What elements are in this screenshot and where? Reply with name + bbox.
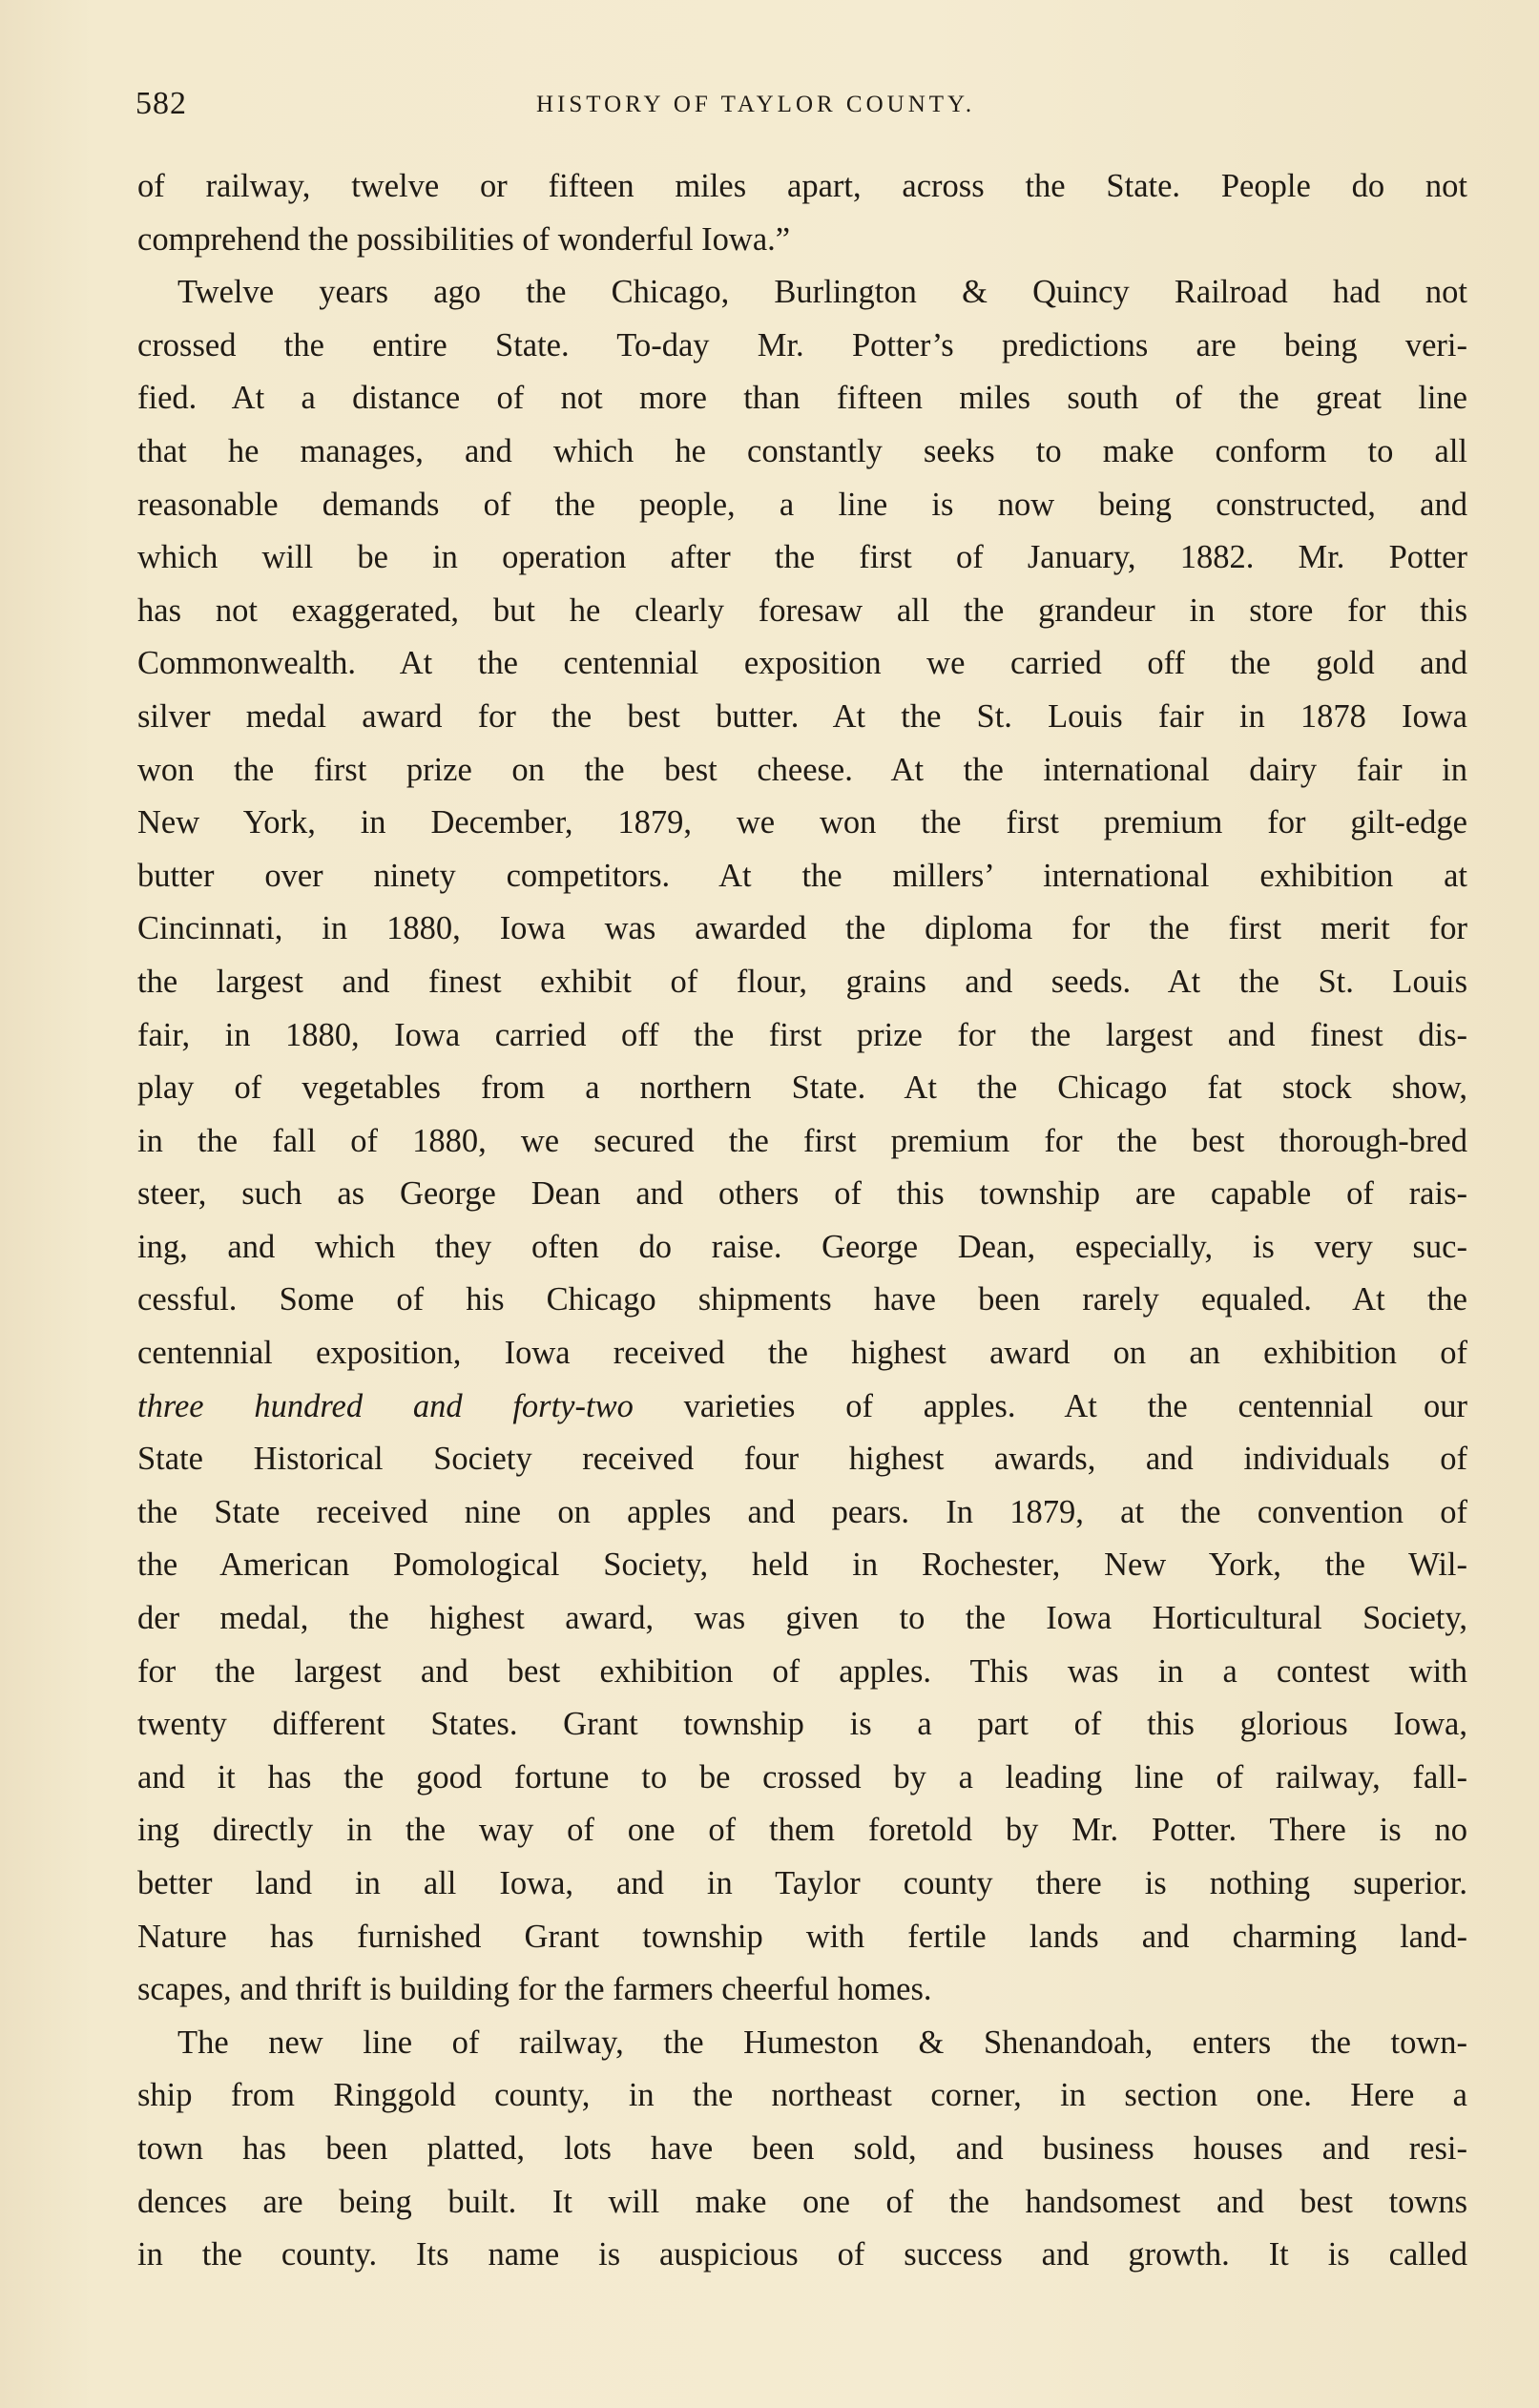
text-line: twenty different States. Grant township is a part of this glorious Iowa, [137, 1706, 1467, 1743]
text-line: New York, in December, 1879, we won the first premium for gilt-edge [137, 804, 1467, 841]
text-line: and it has the good fortune to be crossed by a leading line of railway, fall- [137, 1758, 1467, 1796]
text-line: Cincinnati, in 1880, Iowa was awarded the diploma for the first merit for [137, 910, 1467, 947]
text-line: ing, and which they often do raise. George Dean, especially, is very suc- [137, 1228, 1467, 1265]
text-line: comprehend the possibilities of wonderful Iowa.” [137, 220, 791, 258]
text-line: crossed the entire State. To-day Mr. Potter’s predictions are being veri- [137, 326, 1467, 363]
text-line: butter over ninety competitors. At the millers’ international exhibition at [137, 857, 1467, 894]
text-line: fied. At a distance of not more than fifteen miles south of the great line [137, 380, 1467, 417]
text-line: of railway, twelve or fifteen miles apart, across the State. People do not [137, 168, 1467, 204]
text-line: ing directly in the way of one of them foretold by Mr. Potter. There is no [137, 1812, 1467, 1849]
text-line: in the county. Its name is auspicious of success and growth. It is called [137, 2236, 1467, 2273]
text-line: steer, such as George Dean and others of this township are capable of rais- [137, 1175, 1467, 1213]
text-line: the State received nine on apples and pears. In 1879, at the convention of [137, 1493, 1467, 1530]
text-line: which will be in operation after the first of January, 1882. Mr. Potter [137, 539, 1467, 576]
text-line: State Historical Society received four highest awards, and individuals of [137, 1441, 1467, 1478]
text-line: Nature has furnished Grant township with fertile lands and charming land- [137, 1918, 1467, 1955]
text-line: Twelve years ago the Chicago, Burlington & Quincy Railroad had not [177, 274, 1467, 311]
text-line: scapes, and thrift is building for the farmers cheerful homes. [137, 1971, 932, 2008]
text-line: centennial exposition, Iowa received the highest award on an exhibition of [137, 1335, 1467, 1372]
text-line-mixed [137, 1380, 1467, 1434]
text-line: has not exaggerated, but he clearly foresaw all the grandeur in store for this [137, 592, 1467, 629]
text-line: town has been platted, lots have been sold, and business houses and resi- [137, 2129, 1467, 2167]
text-line: Commonwealth. At the centennial exposition we carried off the gold and [137, 645, 1467, 682]
text-line: The new line of railway, the Humeston & Shenandoah, enters the town- [177, 2024, 1467, 2061]
text-line: won the first prize on the best cheese. At the international dairy fair in [137, 751, 1467, 788]
running-title: HISTORY OF TAYLOR COUNTY. [536, 92, 976, 117]
text-line: the American Pomological Society, held in Rochester, New York, the Wil- [137, 1547, 1467, 1584]
text-line: ship from Ringgold county, in the northeast corner, in section one. Here a [137, 2077, 1467, 2114]
text-line: play of vegetables from a northern State. At the Chicago fat stock show, [137, 1069, 1467, 1107]
text-line: for the largest and best exhibition of apples. This was in a contest with [137, 1652, 1467, 1690]
page-number: 582 [135, 86, 187, 121]
text-line: cessful. Some of his Chicago shipments have been rarely equaled. At the [137, 1281, 1467, 1318]
text-line: that he manages, and which he constantly seeks to make conform to all [137, 432, 1467, 469]
text-line: the largest and finest exhibit of flour, grains and seeds. At the St. Louis [137, 963, 1467, 1000]
italic-phrase: three hundred and forty-two [137, 1387, 634, 1424]
page-header [135, 86, 1471, 132]
body-text [137, 160, 1467, 2282]
text-line: der medal, the highest award, was given to the Iowa Horticultural Society, [137, 1600, 1467, 1637]
text-line: better land in all Iowa, and in Taylor county there is nothing superior. [137, 1865, 1467, 1901]
text-line: fair, in 1880, Iowa carried off the first prize for the largest and finest dis- [137, 1016, 1467, 1053]
text-segment: varieties of apples. At the centennial our [633, 1387, 1467, 1424]
text-line: dences are being built. It will make one of the handsomest and best towns [137, 2183, 1467, 2220]
text-line: reasonable demands of the people, a line is now being constructed, and [137, 486, 1467, 523]
text-line: in the fall of 1880, we secured the first premium for the best thorough-bred [137, 1122, 1467, 1159]
text-line: silver medal award for the best butter. At the St. Louis fair in 1878 Iowa [137, 697, 1467, 735]
